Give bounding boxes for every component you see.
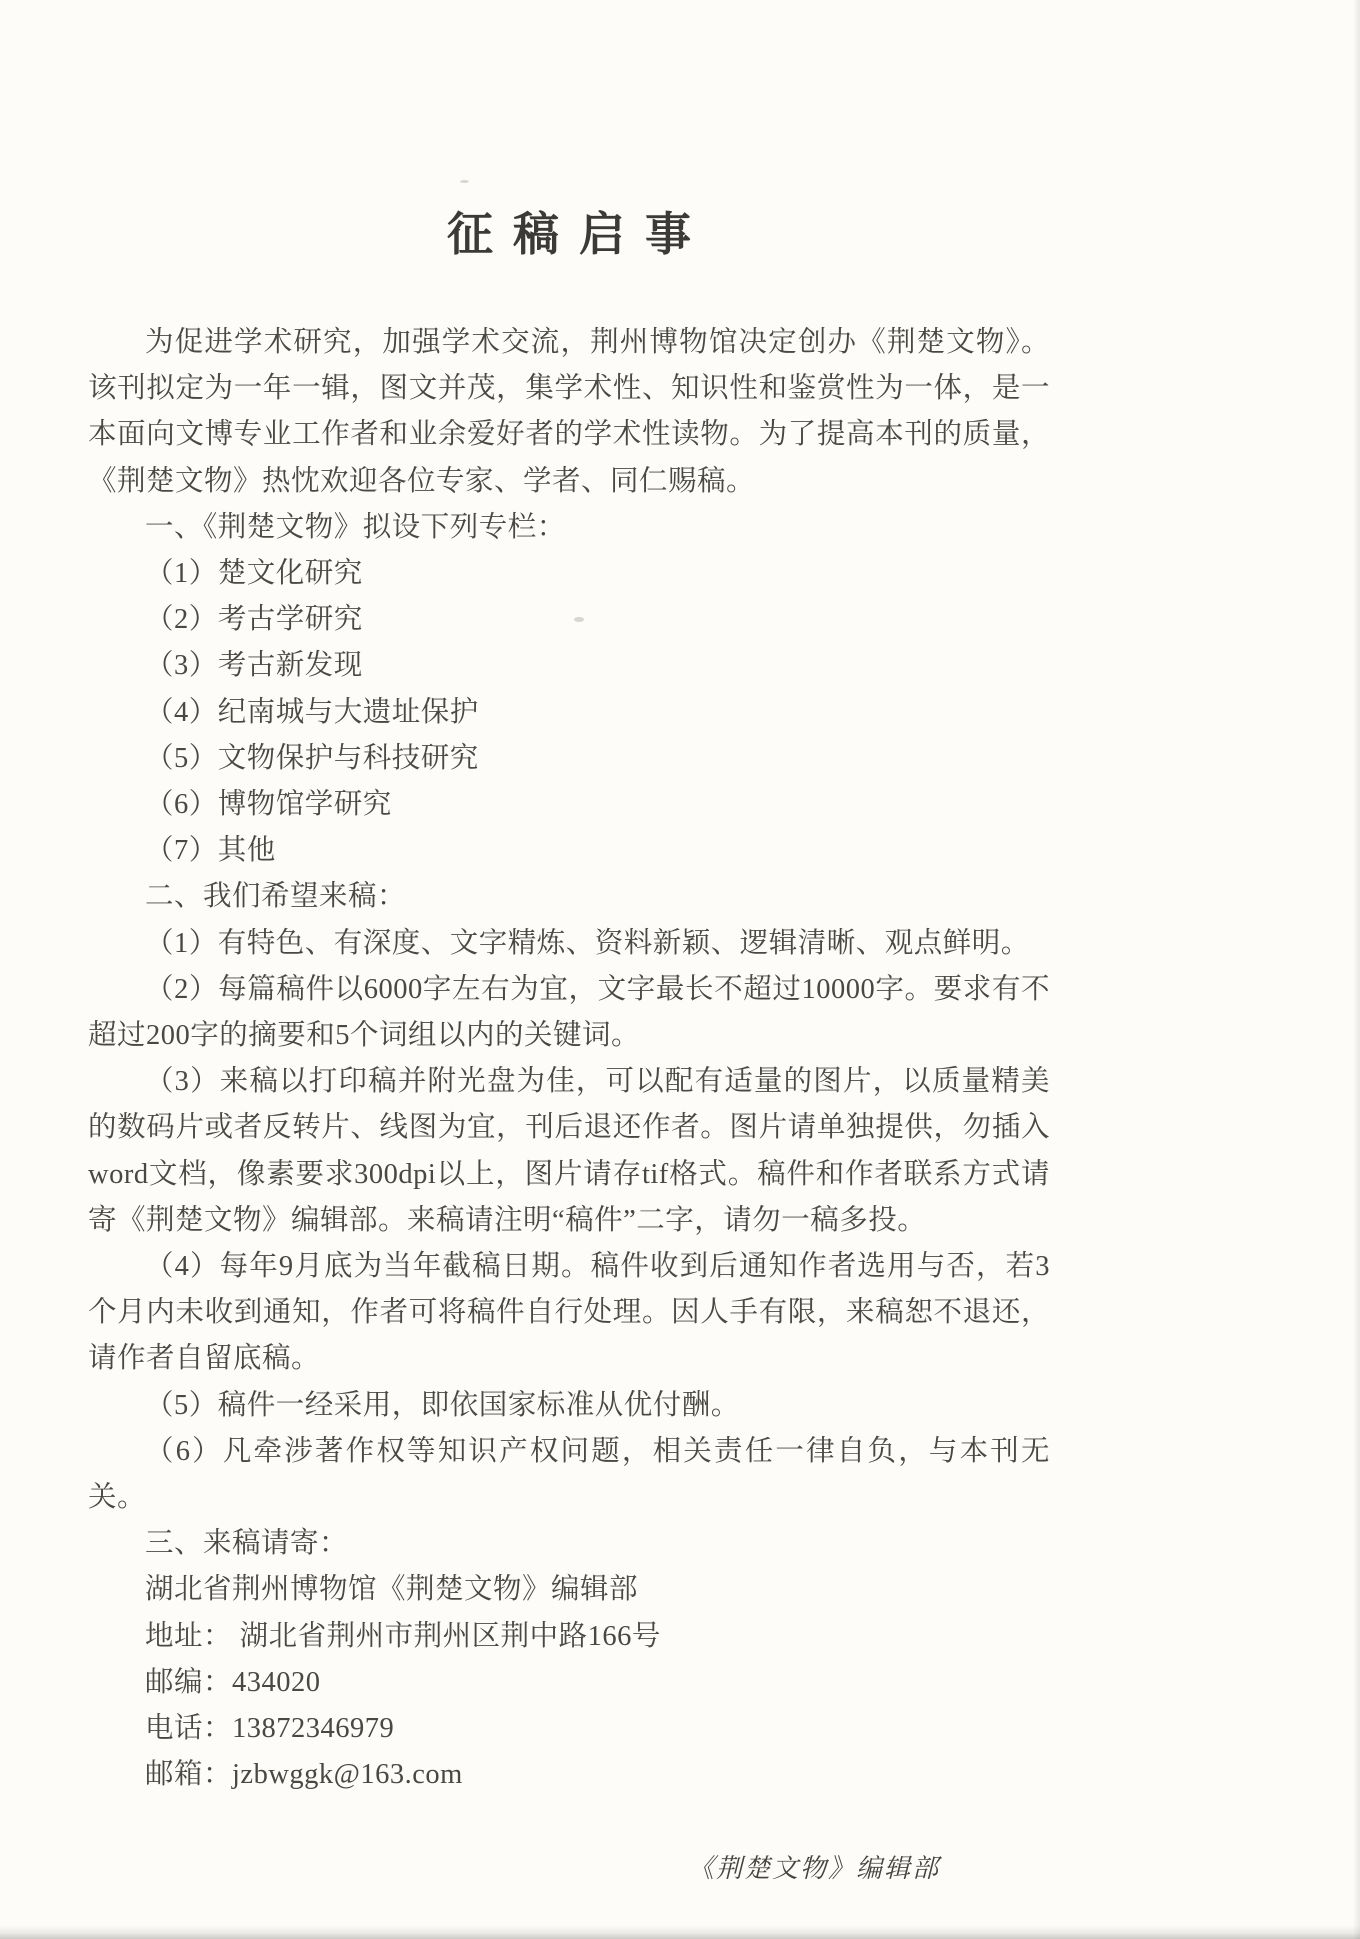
section-item: （5）稿件一经采用，即依国家标准从优付酬。 bbox=[145, 1389, 740, 1421]
scan-artifact bbox=[460, 180, 469, 183]
document-content bbox=[88, 0, 1050, 1799]
section-item: 邮编：434020 bbox=[145, 1666, 321, 1698]
editorial-signature: 《荆楚文物》编辑部 bbox=[687, 1854, 940, 1883]
document-body bbox=[88, 320, 1050, 1799]
section-item: 邮箱：jzbwggk@163.com bbox=[145, 1759, 463, 1791]
intro-paragraph: 为促进学术研究，加强学术交流，荆州博物馆决定创办《荆楚文物》。该刊拟定为一年一辑，图文并茂，集学术性、知识性和鉴赏性为一体，是一本面向文博专业工作者和业余爱好者的学术性读物。为了提高本刊的质量，《荆楚文物》热忱欢迎各位专家、学者、同仁赐稿。 bbox=[88, 327, 1050, 497]
section-item: （6）博物馆学研究 bbox=[145, 789, 392, 821]
section-item: （1）楚文化研究 bbox=[145, 558, 363, 590]
scan-edge-right bbox=[1353, 0, 1360, 1939]
section-item: （3）来稿以打印稿并附光盘为佳，可以配有适量的图片，以质量精美的数码片或者反转片、线图为宜，刊后退还作者。图片请单独提供，勿插入word文档，像素要求300dpi以上，图片请存tif格式。稿件和作者联系方式请寄《荆楚文物》编辑部。来稿请注明“稿件”二字，请勿一稿多投。 bbox=[88, 1066, 1050, 1236]
section-item: （4）纪南城与大遗址保护 bbox=[145, 696, 479, 728]
section-item: （7）其他 bbox=[145, 835, 276, 867]
section-item: （2）每篇稿件以6000字左右为宜，文字最长不超过10000字。要求有不超过200字的摘要和5个词组以内的关键词。 bbox=[88, 973, 1050, 1052]
section-item: 湖北省荆州博物馆《荆楚文物》编辑部 bbox=[145, 1574, 639, 1606]
section-item: （4）每年9月底为当年截稿日期。稿件收到后通知作者选用与否，若3个月内未收到通知，作者可将稿件自行处理。因人手有限，来稿恕不退还，请作者自留底稿。 bbox=[88, 1251, 1050, 1375]
section-item: （3）考古新发现 bbox=[145, 650, 363, 682]
sections-container bbox=[88, 505, 1050, 1799]
section-item: （2）考古学研究 bbox=[145, 604, 363, 636]
section-item: （6）凡牵涉著作权等知识产权问题，相关责任一律自负，与本刊无关。 bbox=[88, 1435, 1050, 1514]
section-item: 电话：13872346979 bbox=[145, 1713, 395, 1745]
scan-artifact bbox=[574, 617, 584, 622]
section-heading: 二、我们希望来稿： bbox=[145, 881, 407, 913]
page-title: 征稿启事 bbox=[447, 209, 711, 260]
section-item: （5）文物保护与科技研究 bbox=[145, 742, 479, 774]
section-item: （1）有特色、有深度、文字精炼、资料新颖、逻辑清晰、观点鲜明。 bbox=[145, 927, 1030, 959]
section-heading: 一、《荆楚文物》拟设下列专栏： bbox=[145, 511, 566, 543]
section-heading: 三、来稿请寄： bbox=[145, 1528, 349, 1560]
scan-edge-bottom bbox=[0, 1925, 1360, 1939]
section-item: 地址： 湖北省荆州市荆州区荆中路166号 bbox=[145, 1620, 661, 1652]
